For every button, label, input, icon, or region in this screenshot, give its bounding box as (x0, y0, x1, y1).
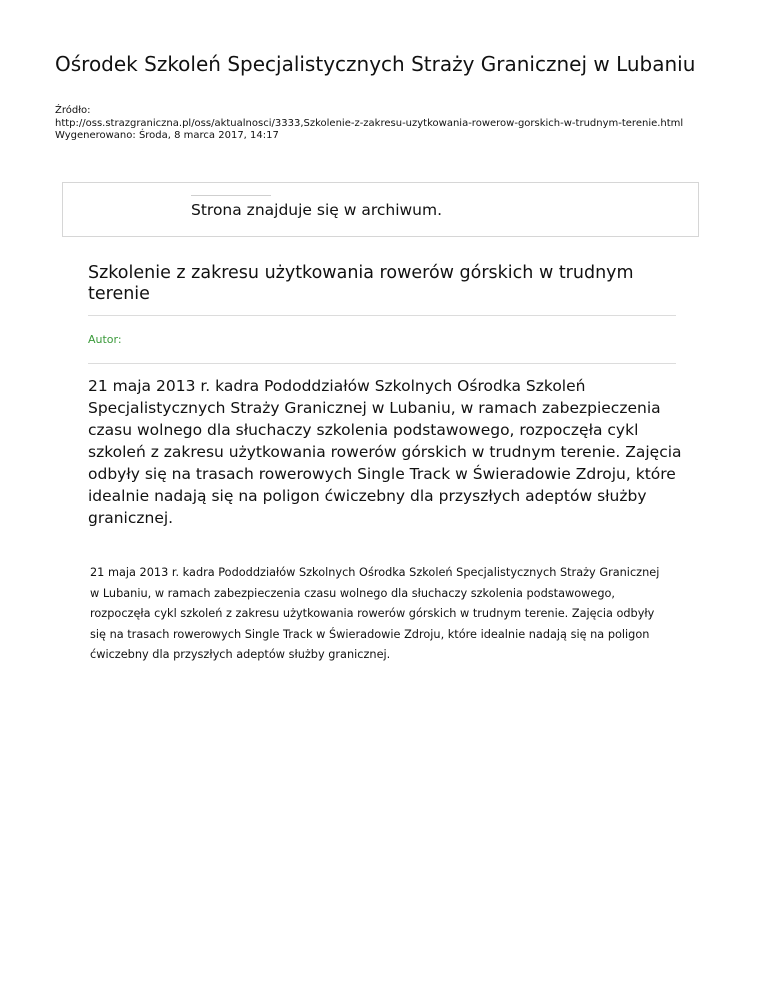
author-label: Autor: (88, 333, 122, 346)
generated-timestamp: Wygenerowano: Środa, 8 marca 2017, 14:17 (55, 130, 279, 141)
archive-notice-box (62, 182, 699, 237)
source-url[interactable]: http://oss.strazgraniczna.pl/oss/aktualnosci/3333,Szkolenie-z-zakresu-uzytkowania-rowerow-gorskich-w-trudnym-terenie.html (55, 117, 684, 129)
title-divider (88, 315, 676, 316)
source-label: Źródło: (55, 105, 91, 116)
document-meta (55, 105, 715, 143)
article-lead: 21 maja 2013 r. kadra Pododdziałów Szkolnych Ośrodka Szkoleń Specjalistycznych Straży Granicznej w Lubaniu, w ramach zabezpieczenia czasu wolnego dla słuchaczy szkolenia podstawowego, rozpoczęła cykl szkoleń z zakresu użytkowania rowerów górskich w trudnym terenie. Zajęcia odbyły się na trasach rowerowych Single Track w Świeradowie Zdroju, które idealnie nadają się na poligon ćwiczebny dla przyszłych adeptów służby granicznej. (88, 377, 682, 527)
author-divider (88, 363, 676, 364)
article-title: Szkolenie z zakresu użytkowania rowerów górskich w trudnym terenie (88, 263, 634, 304)
page-title: Ośrodek Szkoleń Specjalistycznych Straży Granicznej w Lubaniu (55, 52, 696, 76)
archive-notice: Strona znajduje się w archiwum. (191, 201, 443, 219)
article-body: 21 maja 2013 r. kadra Pododdziałów Szkolnych Ośrodka Szkoleń Specjalistycznych Straży Granicznej w Lubaniu, w ramach zabezpieczenia czasu wolnego dla słuchaczy szkolenia podstawowego, rozpoczęła cykl szkoleń z zakresu użytkowania rowerów górskich w trudnym terenie. Zajęcia odbyły się na trasach rowerowych Single Track w Świeradowie Zdroju, które idealnie nadają się na poligon ćwiczebny dla przyszłych adeptów służby granicznej. (90, 566, 660, 661)
archive-divider (191, 195, 271, 196)
